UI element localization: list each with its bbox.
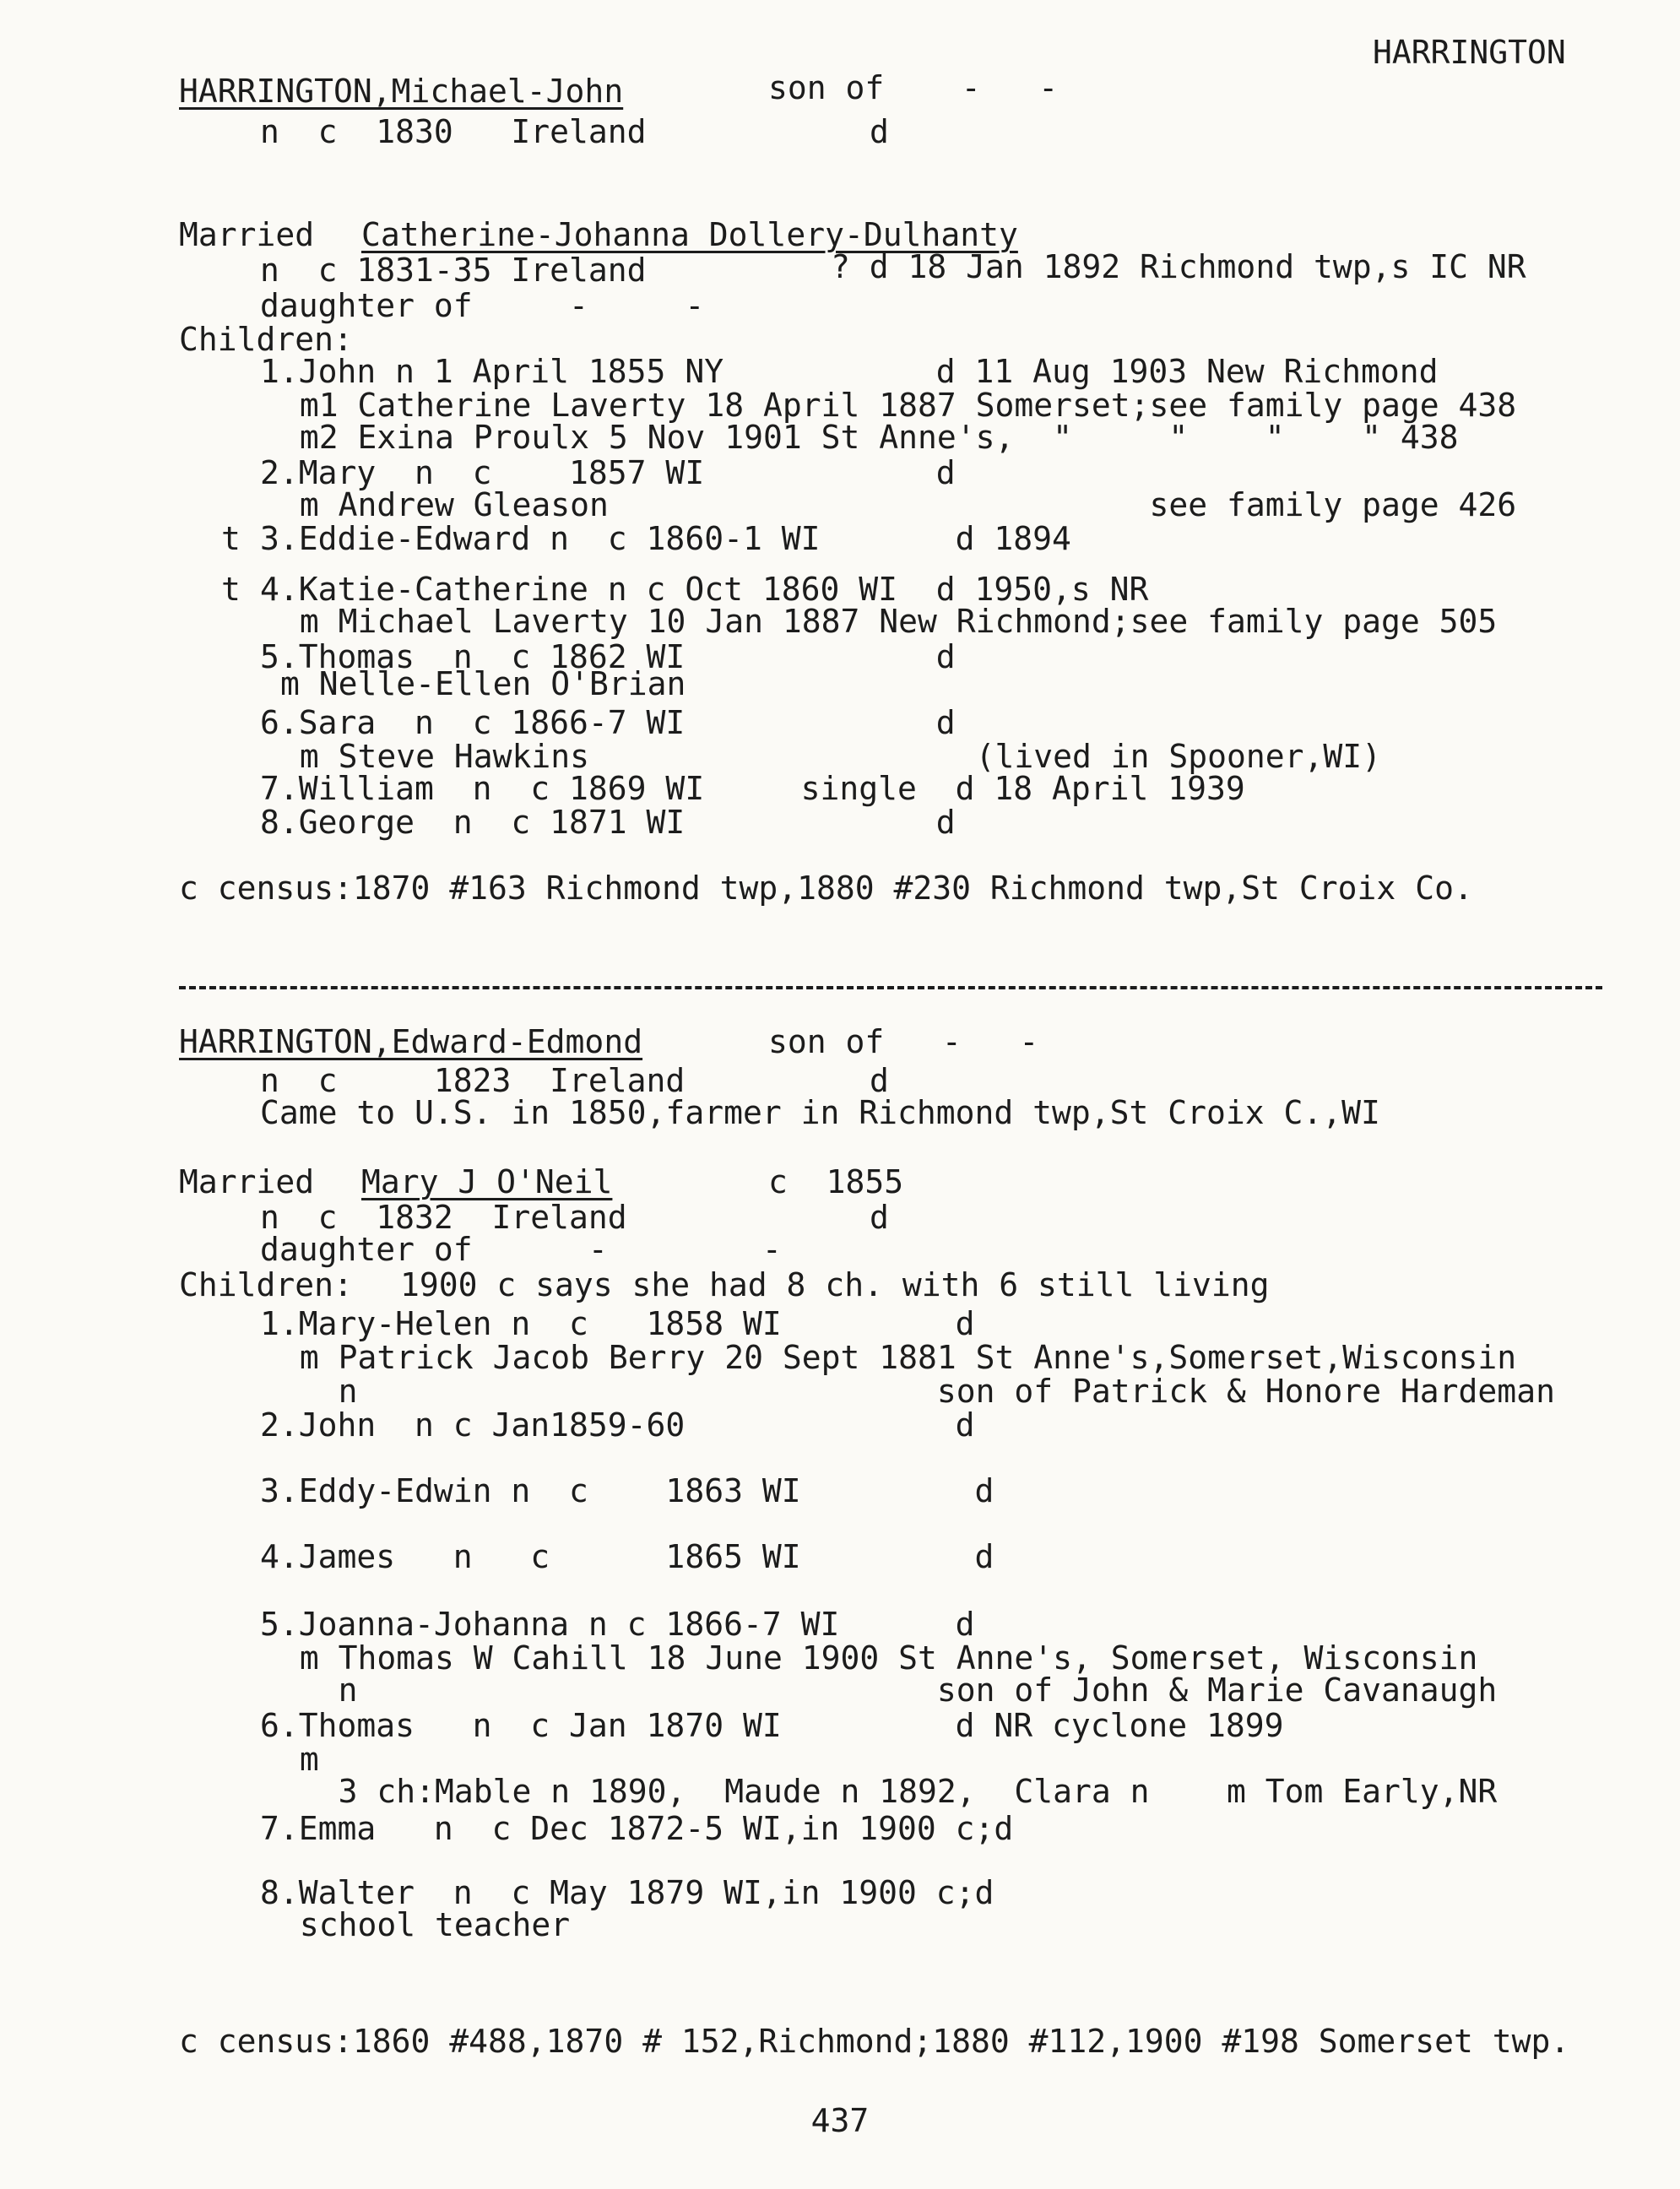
family2-child-line: 5.Joanna-Johanna n c 1866-7 WI d (260, 1606, 975, 1643)
family2-spouse-parents: daughter of - - (260, 1231, 782, 1268)
twin-mark: t (221, 571, 241, 608)
family1-spouse-born: n c 1831-35 Ireland (260, 252, 647, 289)
family2-child-line: 6.Thomas n c Jan 1870 WI d NR cyclone 1899 (260, 1707, 1284, 1744)
family2-child-line: n son of John & Marie Cavanaugh (280, 1672, 1498, 1709)
twin-mark: t (221, 520, 241, 557)
family2-married-label: Married (179, 1163, 315, 1200)
family2-spouse-died: d (870, 1199, 889, 1236)
family2-children-note: 1900 c says she had 8 ch. with 6 still living (400, 1266, 1270, 1303)
family1-spouse-died: ? d 18 Jan 1892 Richmond twp,s IC NR (831, 248, 1526, 285)
family1-head-parent: son of - - (768, 69, 1059, 106)
family2-child-line: m Thomas W Cahill 18 June 1900 St Anne's, Somerset, Wisconsin (280, 1639, 1478, 1677)
page-number: 437 (810, 2102, 870, 2139)
family2-child-line: 2.John n c Jan1859-60 d (260, 1406, 975, 1444)
family1-child-line: 7.William n c 1869 WI single d 18 April 1939 (260, 770, 1245, 807)
family1-census: c census:1870 #163 Richmond twp,1880 #230 Richmond twp,St Croix Co. (179, 870, 1473, 907)
family2-head-parent: son of - - (768, 1023, 1039, 1060)
family2-census: c census:1860 #488,1870 # 152,Richmond;1880 #112,1900 #198 Somerset twp. (179, 2023, 1570, 2060)
family1-head-name: HARRINGTON,Michael-John (179, 73, 624, 110)
family1-child-line: 5.Thomas n c 1862 WI d (260, 638, 956, 675)
family1-child-line: 2.Mary n c 1857 WI d (260, 454, 956, 491)
section-divider (179, 986, 1602, 989)
family1-child-line: 8.George n c 1871 WI d (260, 804, 956, 841)
family1-child-line: m Steve Hawkins (lived in Spooner,WI) (280, 738, 1382, 775)
family1-child-line: 3.Eddie-Edward n c 1860-1 WI d 1894 (260, 520, 1071, 557)
family2-head-died: d (870, 1062, 889, 1099)
family1-child-line: m1 Catherine Laverty 18 April 1887 Somerset;see family page 438 (280, 387, 1517, 424)
family2-child-line: n son of Patrick & Honore Hardeman (280, 1373, 1555, 1410)
family2-child-line: 7.Emma n c Dec 1872-5 WI,in 1900 c;d (260, 1810, 1014, 1847)
family2-child-line: 4.James n c 1865 WI d (260, 1538, 994, 1575)
family2-head-born: n c 1823 Ireland (260, 1062, 686, 1099)
family2-children-label: Children: (179, 1266, 353, 1303)
family1-child-line: 1.John n 1 April 1855 NY d 11 Aug 1903 New Richmond (260, 353, 1439, 390)
family1-child-line: m Andrew Gleason see family page 426 (280, 486, 1517, 523)
family2-child-line: 3.Eddy-Edwin n c 1863 WI d (260, 1472, 994, 1509)
family2-child-line: school teacher (280, 1906, 571, 1943)
family1-children-label: Children: (179, 321, 353, 358)
family1-child-line: m Michael Laverty 10 Jan 1887 New Richmond;see family page 505 (280, 603, 1498, 640)
family2-child-line: m Patrick Jacob Berry 20 Sept 1881 St Anne's,Somerset,Wisconsin (280, 1339, 1517, 1376)
family1-child-line: 4.Katie-Catherine n c Oct 1860 WI d 1950,s NR (260, 571, 1149, 608)
family2-marriage-date: c 1855 (768, 1163, 904, 1200)
family1-spouse-name: Catherine-Johanna Dollery-Dulhanty (361, 216, 1018, 253)
header-surname: HARRINGTON (1373, 34, 1566, 71)
family1-married-label: Married (179, 216, 315, 253)
family2-spouse-born: n c 1832 Ireland (260, 1199, 627, 1236)
family2-spouse-name: Mary J O'Neil (361, 1163, 613, 1200)
family1-child-line: m2 Exina Proulx 5 Nov 1901 St Anne's, " " " " 438 (280, 419, 1459, 456)
family1-head-born: n c 1830 Ireland (260, 113, 647, 150)
family1-child-line: m Nelle-Ellen O'Brian (280, 665, 686, 702)
family1-spouse-parents: daughter of - - (260, 287, 705, 324)
family2-child-line: 8.Walter n c May 1879 WI,in 1900 c;d (260, 1874, 994, 1911)
family2-head-note: Came to U.S. in 1850,farmer in Richmond twp,St Croix C.,WI (260, 1094, 1380, 1131)
family1-child-line: 6.Sara n c 1866-7 WI d (260, 704, 956, 741)
family2-child-line: 3 ch:Mable n 1890, Maude n 1892, Clara n m Tom Early,NR (280, 1773, 1498, 1810)
family2-child-line: 1.Mary-Helen n c 1858 WI d (260, 1305, 975, 1342)
family2-child-line: m (280, 1741, 319, 1778)
family2-head-name: HARRINGTON,Edward-Edmond (179, 1023, 643, 1060)
family1-head-died: d (870, 113, 889, 150)
